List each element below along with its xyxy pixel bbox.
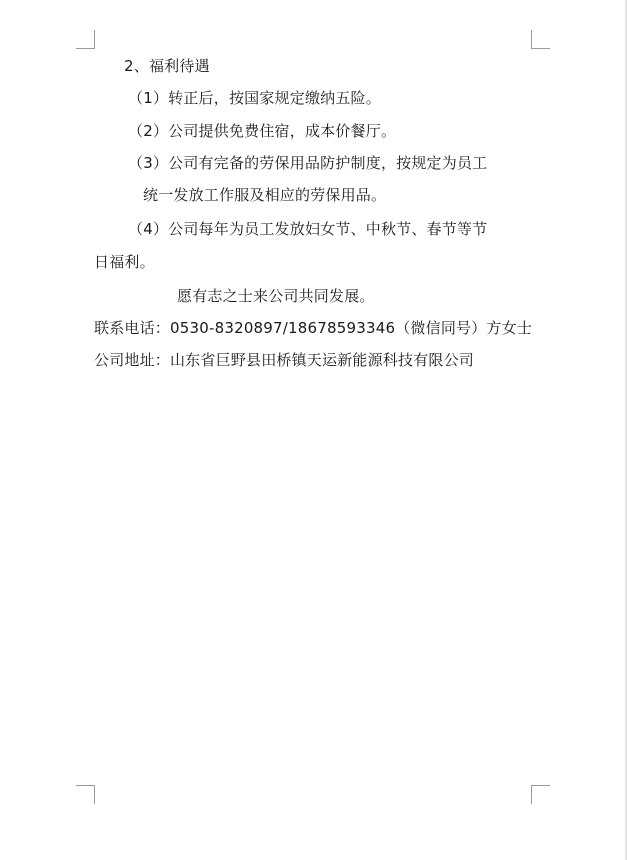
benefit-item-4: （4）公司每年为员工发放妇女节、中秋节、春节等节	[128, 220, 488, 238]
closing-invitation: 愿有志之士来公司共同发展。	[177, 287, 375, 305]
company-address: 公司地址：山东省巨野县田桥镇天运新能源科技有限公司	[94, 351, 475, 369]
benefit-item-1: （1）转正后，按国家规定缴纳五险。	[128, 89, 381, 107]
crop-mark-bottom-left	[76, 785, 95, 804]
contact-phone: 联系电话：0530-8320897/18678593346（微信同号）方女士	[94, 319, 533, 337]
benefit-item-2: （2）公司提供免费住宿，成本价餐厅。	[128, 122, 397, 140]
crop-mark-bottom-right	[531, 785, 550, 804]
crop-mark-top-left	[76, 30, 95, 49]
benefit-item-3: （3）公司有完备的劳保用品防护制度，按规定为员工	[128, 154, 488, 172]
crop-mark-top-right	[531, 30, 550, 49]
section-heading-benefits: 2、福利待遇	[124, 57, 210, 75]
benefit-item-4-continued: 日福利。	[94, 253, 155, 271]
benefit-item-3-continued: 统一发放工作服及相应的劳保用品。	[143, 186, 387, 204]
